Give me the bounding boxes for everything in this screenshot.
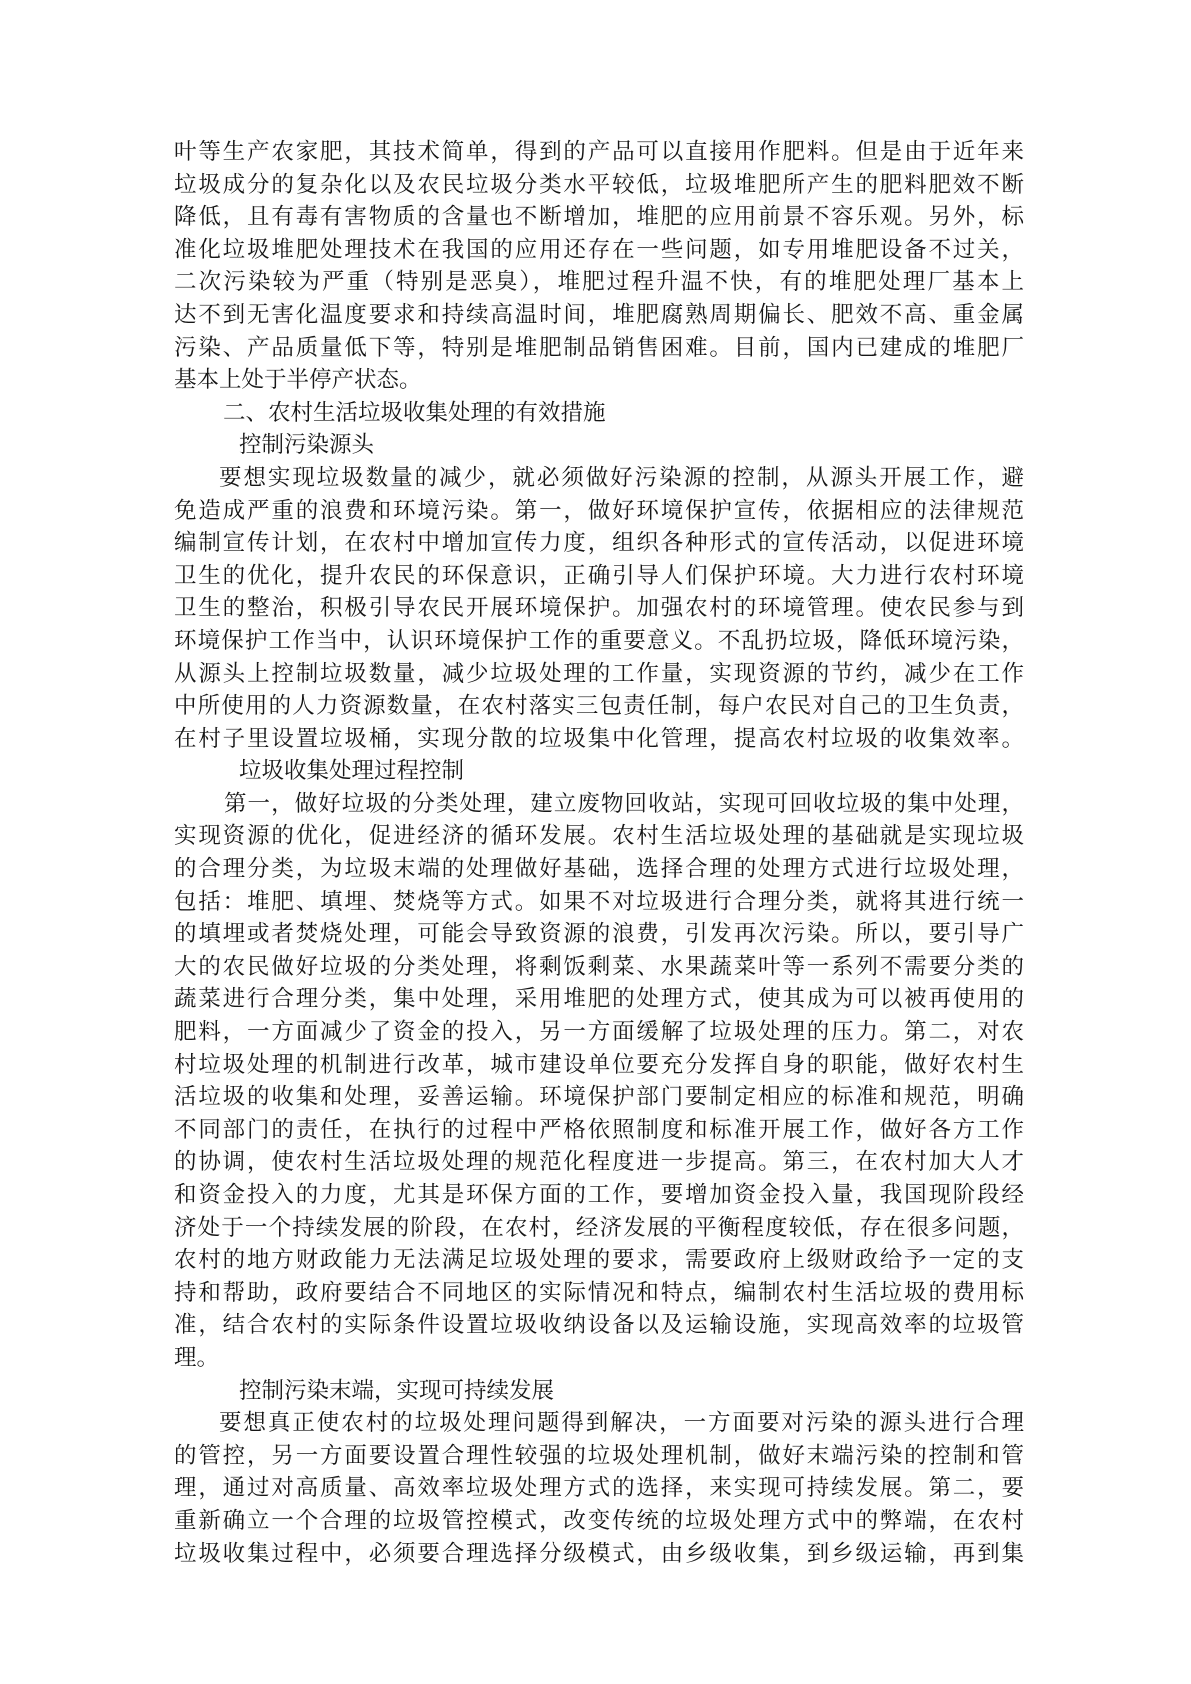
text-line: 活垃圾的收集和处理，妥善运输。环境保护部门要制定相应的标准和规范，明确 [174,1084,1024,1111]
text-line: 的协调，使农村生活垃圾处理的规范化程度进一步提高。第三，在农村加大人才 [174,1149,1024,1176]
text-line: 济处于一个持续发展的阶段，在农村，经济发展的平衡程度较低，存在很多问题， [174,1214,1024,1241]
text-line: 不同部门的责任，在执行的过程中严格依照制度和标准开展工作，做好各方工作 [174,1116,1024,1143]
text-line: 准化垃圾堆肥处理技术在我国的应用还存在一些问题，如专用堆肥设备不过关， [174,236,1024,263]
text-line: 农村的地方财政能力无法满足垃圾处理的要求，需要政府上级财政给予一定的支 [174,1247,1024,1274]
text-line: 编制宣传计划，在农村中增加宣传力度，组织各种形式的宣传活动，以促进环境 [174,530,1024,557]
text-line: 要想实现垃圾数量的减少，就必须做好污染源的控制，从源头开展工作，避 [219,464,1024,491]
text-line: 第一，做好垃圾的分类处理，建立废物回收站，实现可回收垃圾的集中处理， [224,790,1024,817]
text-line: 达不到无害化温度要求和持续高温时间，堆肥腐熟周期偏长、肥效不高、重金属 [174,301,1024,328]
text-line: 持和帮助，政府要结合不同地区的实际情况和特点，编制农村生活垃圾的费用标 [174,1279,1024,1306]
paragraph-process-control [174,788,1024,1375]
text-line: 的填埋或者焚烧处理，可能会导致资源的浪费，引发再次污染。所以，要引导广 [174,921,1024,948]
text-line: 村垃圾处理的机制进行改革，城市建设单位要充分发挥自身的职能，做好农村生 [174,1051,1024,1078]
text-line: 在村子里设置垃圾桶，实现分散的垃圾集中化管理，提高农村垃圾的收集效率。 [174,725,1024,752]
text-line: 中所使用的人力资源数量，在农村落实三包责任制，每户农民对自己的卫生负责， [174,693,1024,720]
text-line: 免造成严重的浪费和环境污染。第一，做好环境保护宣传，依据相应的法律规范 [174,497,1024,524]
paragraph-end-control [174,1407,1024,1570]
text-line: 卫生的整治，积极引导农民开展环境保护。加强农村的环境管理。使农民参与到 [174,595,1024,622]
text-line: 的管控，另一方面要设置合理性较强的垃圾处理机制，做好末端污染的控制和管 [174,1442,1024,1469]
text-line: 理。 [174,1344,220,1371]
text-line: 从源头上控制垃圾数量，减少垃圾处理的工作量，实现资源的节约，减少在工作 [174,660,1024,687]
text-line: 包括：堆肥、填埋、焚烧等方式。如果不对垃圾进行合理分类，就将其进行统一 [174,888,1024,915]
text-line: 肥料，一方面减少了资金的投入，另一方面缓解了垃圾处理的压力。第二，对农 [174,1019,1024,1046]
paragraph-compost [174,136,1024,397]
text-line: 环境保护工作当中，认识环境保护工作的重要意义。不乱扔垃圾，降低环境污染， [174,627,1024,654]
section-heading: 二、农村生活垃圾收集处理的有效措施 [223,399,606,426]
text-line: 要想真正使农村的垃圾处理问题得到解决，一方面要对污染的源头进行合理 [219,1410,1024,1437]
text-line: 卫生的优化，提升农民的环保意识，正确引导人们保护环境。大力进行农村环境 [174,562,1024,589]
text-line: 重新确立一个合理的垃圾管控模式，改变传统的垃圾处理方式中的弊端，在农村 [174,1507,1024,1534]
text-line: 叶等生产农家肥，其技术简单，得到的产品可以直接用作肥料。但是由于近年来 [174,139,1024,165]
text-line: 基本上处于半停产状态。 [174,367,422,394]
subsection-heading-end-control: 控制污染末端，实现可持续发展 [239,1377,555,1404]
subsection-heading-source-control: 控制污染源头 [239,432,375,459]
text-line: 的合理分类，为垃圾末端的处理做好基础，选择合理的处理方式进行垃圾处理， [174,856,1024,883]
text-line: 和资金投入的力度，尤其是环保方面的工作，要增加资金投入量，我国现阶段经 [174,1182,1024,1208]
subsection-heading-process-control: 垃圾收集处理过程控制 [239,758,465,785]
text-line: 准，结合农村的实际条件设置垃圾收纳设备以及运输设施，实现高效率的垃圾管 [174,1312,1024,1339]
document-body [174,136,1024,1570]
paragraph-source-control [174,462,1024,755]
text-line: 二次污染较为严重（特别是恶臭），堆肥过程升温不快，有的堆肥处理厂基本上 [174,269,1024,296]
text-line: 降低，且有毒有害物质的含量也不断增加，堆肥的应用前景不容乐观。另外，标 [174,204,1024,231]
text-line: 大的农民做好垃圾的分类处理，将剩饭剩菜、水果蔬菜叶等一系列不需要分类的 [174,953,1024,980]
text-line: 理，通过对高质量、高效率垃圾处理方式的选择，来实现可持续发展。第二，要 [174,1475,1024,1502]
text-line: 污染、产品质量低下等，特别是堆肥制品销售困难。目前，国内已建成的堆肥厂 [174,334,1024,361]
text-line: 实现资源的优化，促进经济的循环发展。农村生活垃圾处理的基础就是实现垃圾 [174,823,1024,850]
text-line: 垃圾成分的复杂化以及农民垃圾分类水平较低，垃圾堆肥所产生的肥料肥效不断 [174,171,1024,198]
text-line: 垃圾收集过程中，必须要合理选择分级模式，由乡级收集，到乡级运输，再到集 [174,1540,1024,1567]
text-line: 蔬菜进行合理分类，集中处理，采用堆肥的处理方式，使其成为可以被再使用的 [174,986,1024,1013]
